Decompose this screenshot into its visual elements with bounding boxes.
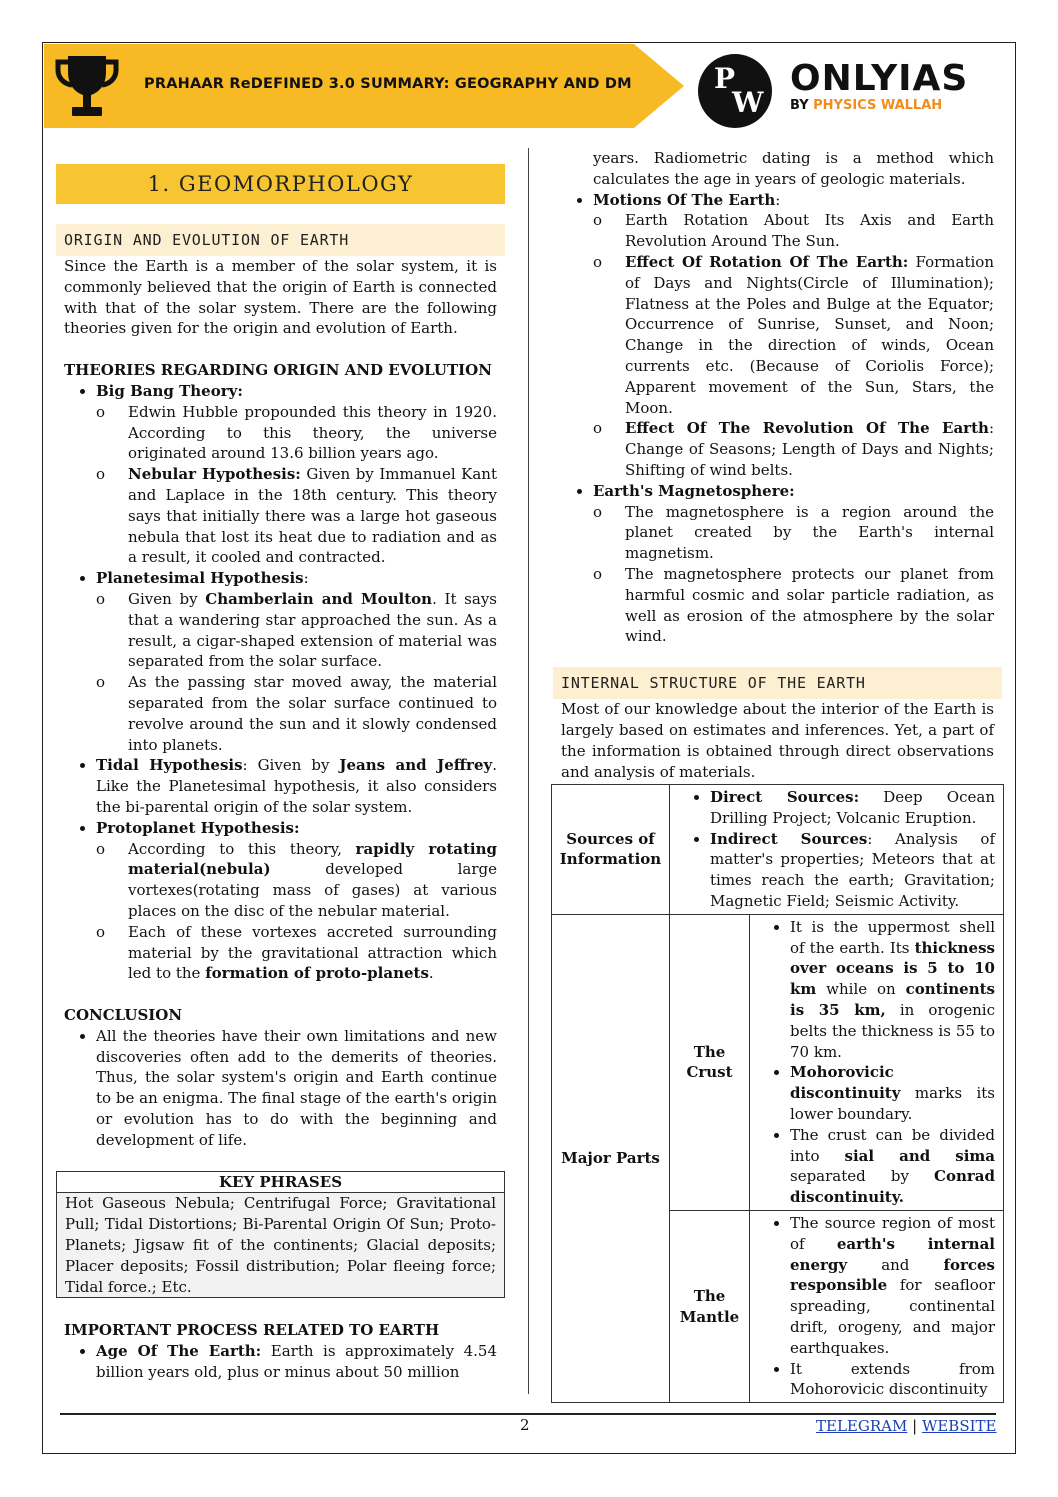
table-row (552, 785, 1004, 915)
process-heading: IMPORTANT PROCESS RELATED TO EARTH (64, 1321, 440, 1340)
list-item: o Effect Of The Revolution Of The Earth: Change of Seasons; Length of Days and Nights; Shifting of wind belts. (625, 418, 994, 480)
column-divider (528, 148, 529, 1394)
key-phrases-text: Hot Gaseous Nebula; Centrifugal Force; Gravitational Pull; Tidal Distortions; Bi-Parental Origin Of Sun; Proto-Planets; Jigsaw fit of the continents; Glacial deposits; Placer deposits; Fossil distribution; Polar fleeing force; Tidal force.; Etc. (57, 1193, 504, 1297)
pw-logo (698, 54, 772, 128)
crust-label: The Crust (670, 914, 750, 1210)
list-item: • All the theories have their own limitations and new discoveries often add to the demerits of theories. Thus, the solar system's origin and Earth continue to be an enigma. The final stage of the earth's origin or evolution has to do with the beginning and development of life. (96, 1026, 497, 1151)
telegram-link[interactable]: TELEGRAM (816, 1417, 908, 1435)
list-item: • The crust can be divided into sial and sima separated by Conrad discontinuity. (790, 1125, 995, 1208)
brand-name: ONLYIAS (790, 58, 969, 99)
list-item: o The magnetosphere protects our planet from harmful cosmic and solar particle radiation, as well as erosion of the atmosphere by the solar wind. (625, 564, 994, 647)
page-number: 2 (520, 1416, 530, 1434)
list-item: o Effect Of Rotation Of The Earth: Formation of Days and Nights(Circle of Illumination); Flatness at the Poles and Bulge at the Equator; Occurrence of Sunrise, Sunset, and Noon; Change in the direction of winds, Ocean currents etc. (Because of Coriolis Force); Apparent movement of the Sun, Stars, the Moon. (625, 252, 994, 418)
website-link[interactable]: WEBSITE (921, 1417, 997, 1435)
age-continued: years. Radiometric dating is a method which calculates the age in years of geologic materials. (593, 149, 994, 188)
major-parts-label: Major Parts (552, 914, 670, 1402)
list-item: o Edwin Hubble propounded this theory in 1920. According to this theory, the universe originated around 13.6 billion years ago. (128, 402, 497, 464)
list-item: • It is the uppermost shell of the earth. Its thickness over oceans is 5 to 10 km while on continents is 35 km, in orogenic belts the thickness is 55 to 70 km. (790, 917, 995, 1063)
sources-label: Sources of Information (552, 785, 670, 915)
footer-links (816, 1417, 996, 1435)
trophy-icon (54, 52, 120, 122)
right-column (553, 148, 1002, 782)
mantle-label: The Mantle (670, 1210, 750, 1402)
logo-letter-p: P (714, 62, 736, 95)
internal-intro: Most of our knowledge about the interior of the Earth is largely based on estimates and inferences. Yet, a part of the information is obtained through direct observations and analysis of materials. (561, 700, 994, 781)
theories-list (64, 381, 497, 984)
theories-heading: THEORIES REGARDING ORIGIN AND EVOLUTION (64, 361, 492, 380)
list-item: • Mohorovicic discontinuity marks its lower boundary. (790, 1062, 995, 1124)
list-item: • Age Of The Earth: Earth is approximately 4.54 billion years old, plus or minus about 50 million (96, 1341, 497, 1383)
list-item: o Earth Rotation About Its Axis and Earth Revolution Around The Sun. (625, 210, 994, 252)
footer-divider (60, 1413, 996, 1415)
origin-heading: ORIGIN AND EVOLUTION OF EARTH (56, 224, 505, 256)
brand-subtitle: BY PHYSICS WALLAH (790, 98, 943, 113)
list-item: o The magnetosphere is a region around the planet created by the Earth's internal magnetism. (625, 502, 994, 564)
list-item: • Direct Sources: Deep Ocean Drilling Project; Volcanic Eruption. (710, 787, 995, 829)
list-item: • Earth's Magnetosphere: o The magnetosphere is a region around the planet created by the Earth's internal magnetism. o The magnetosphere protects our planet from harmful cosmic and solar particle radiation, as well as erosion of the atmosphere by the solar wind. (593, 481, 994, 647)
conclusion-heading: CONCLUSION (64, 1006, 183, 1025)
list-item: • Big Bang Theory: o Edwin Hubble propounded this theory in 1920. According to this theory, the universe originated around 13.6 billion years ago. o Nebular Hypothesis: Given by Immanuel Kant and Laplace in the 18th century. This theory says that initially there was a large hot gaseous nebula that lost its heat due to radiation and as a result, it cooled and contracted. (96, 381, 497, 568)
internal-structure-heading: INTERNAL STRUCTURE OF THE EARTH (553, 667, 1002, 699)
list-item: o Each of these vortexes accreted surrounding material by the gravitational attraction which led to the formation of proto-planets. (128, 922, 497, 984)
list-item: • Indirect Sources: Analysis of matter's properties; Meteors that at times reach the earth; Gravitation; Magnetic Field; Seismic Activity. (710, 829, 995, 912)
list-item: • Planetesimal Hypothesis: o Given by Chamberlain and Moulton. It says that a wandering star approached the sun. As a result, a cigar-shaped extension of material was separated from the solar surface. o As the passing star moved away, the material separated from the solar surface continued to revolve around the sun and it slowly condensed into planets. (96, 568, 497, 755)
key-phrases-heading: KEY PHRASES (57, 1172, 504, 1194)
logo-letter-w: W (732, 86, 764, 119)
list-item: o According to this theory, rapidly rotating material(nebula) developed large vortexes(rotating mass of gases) at various places on the disc of the nebular material. (128, 839, 497, 922)
origin-intro: Since the Earth is a member of the solar system, it is commonly believed that the origin of Earth is connected with that of the solar system. There are the following theories given for the origin and evolution of Earth. (64, 257, 497, 338)
list-item: • It extends from Mohorovicic discontinuity (790, 1359, 995, 1401)
interior-table (551, 784, 1004, 1403)
list-item: o Nebular Hypothesis: Given by Immanuel Kant and Laplace in the 18th century. This theory says that initially there was a large hot gaseous nebula that lost its heat due to radiation and as a result, it cooled and contracted. (128, 464, 497, 568)
brand-logo (790, 60, 968, 113)
left-column (56, 164, 505, 1383)
list-item: o As the passing star moved away, the material separated from the solar surface continued to revolve around the sun and it slowly condensed into planets. (128, 672, 497, 755)
list-item: o Given by Chamberlain and Moulton. It says that a wandering star approached the sun. As a result, a cigar-shaped extension of material was separated from the solar surface. (128, 589, 497, 672)
key-phrases-box (56, 1171, 505, 1299)
list-item: • Motions Of The Earth: o Earth Rotation About Its Axis and Earth Revolution Around The Sun. o Effect Of Rotation Of The Earth: Formation of Days and Nights(Circle of Illumination); Flatness at the Poles and Bulge at the Equator; Occurrence of Sunrise, Sunset, and Noon; Change in the direction of winds, Ocean currents etc. (Because of Coriolis Force); Apparent movement of the Sun, Stars, the Moon. o Effect Of The Revolution Of The Earth: Change of Seasons; Length of Days and Nights; Shifting of wind belts. (593, 190, 994, 481)
table-row (552, 914, 1004, 1210)
list-item: • Protoplanet Hypothesis: o According to this theory, rapidly rotating material(nebula) developed large vortexes(rotating mass of gases) at various places on the disc of the nebular material. o Each of these vortexes accreted surrounding material by the gravitational attraction which led to the formation of proto-planets. (96, 818, 497, 984)
document-title: PRAHAAR ReDEFINED 3.0 SUMMARY: GEOGRAPHY AND DM (144, 76, 632, 92)
link-separator: | (907, 1417, 922, 1435)
list-item: • The source region of most of earth's internal energy and forces responsible for seafloor spreading, continental drift, orogeny, and major earthquakes. (790, 1213, 995, 1359)
section-title: 1. GEOMORPHOLOGY (56, 164, 505, 204)
list-item: • Tidal Hypothesis: Given by Jeans and Jeffrey. Like the Planetesimal hypothesis, it also considers the bi-parental origin of the solar system. (96, 755, 497, 817)
